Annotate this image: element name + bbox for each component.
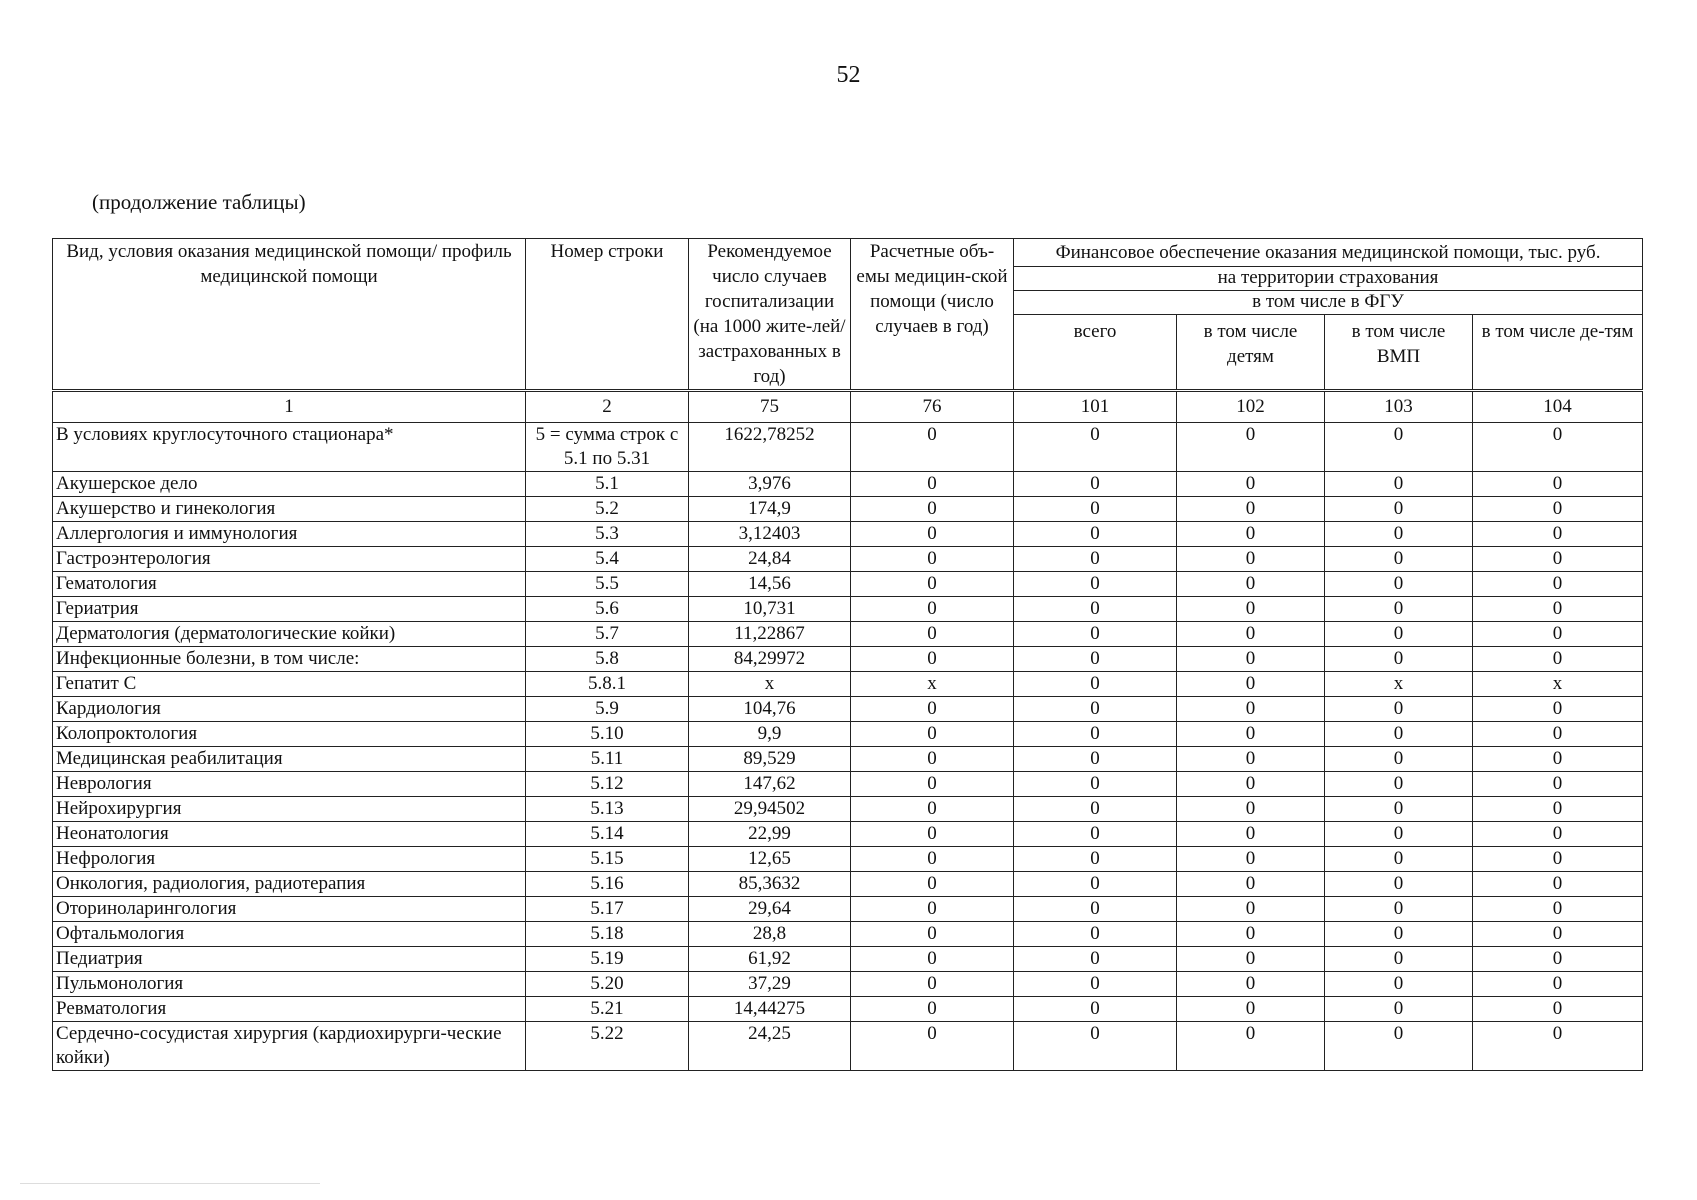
row-number-cell: 5.2	[526, 497, 689, 522]
table-row	[53, 922, 1643, 947]
row-number-cell: 5.21	[526, 997, 689, 1022]
value-cell: 0	[1177, 997, 1325, 1022]
column-number-cell: 1	[53, 391, 526, 423]
value-cell: x	[689, 672, 851, 697]
value-cell: 0	[851, 722, 1014, 747]
value-cell: 0	[851, 423, 1014, 472]
row-number-cell: 5.22	[526, 1022, 689, 1071]
row-number-cell: 5.19	[526, 947, 689, 972]
value-cell: 0	[1473, 972, 1643, 997]
row-number-cell: 5.18	[526, 922, 689, 947]
profile-name-cell: Педиатрия	[53, 947, 526, 972]
value-cell: 0	[1177, 1022, 1325, 1071]
header-financing: Финансовое обеспечение оказания медицинской помощи, тыс. руб.	[1014, 239, 1643, 267]
value-cell: 0	[851, 622, 1014, 647]
row-number-cell: 5.8	[526, 647, 689, 672]
header-total: всего	[1014, 315, 1177, 391]
value-cell: 0	[1325, 497, 1473, 522]
value-cell: 0	[1325, 897, 1473, 922]
value-cell: 0	[1473, 922, 1643, 947]
profile-name-cell: Акушерское дело	[53, 472, 526, 497]
value-cell: 0	[1014, 947, 1177, 972]
value-cell: 29,94502	[689, 797, 851, 822]
row-number-cell: 5.11	[526, 747, 689, 772]
table-row	[53, 972, 1643, 997]
value-cell: 0	[851, 922, 1014, 947]
value-cell: 0	[851, 947, 1014, 972]
value-cell: 11,22867	[689, 622, 851, 647]
value-cell: 0	[1325, 697, 1473, 722]
value-cell: 0	[1014, 797, 1177, 822]
value-cell: 0	[1014, 423, 1177, 472]
profile-name-cell: Аллергология и иммунология	[53, 522, 526, 547]
value-cell: 0	[851, 872, 1014, 897]
value-cell: x	[851, 672, 1014, 697]
profile-name-cell: Офтальмология	[53, 922, 526, 947]
value-cell: x	[1325, 672, 1473, 697]
profile-name-cell: Кардиология	[53, 697, 526, 722]
column-number-cell: 2	[526, 391, 689, 423]
header-territory: на территории страхования	[1014, 267, 1643, 291]
value-cell: 0	[1325, 722, 1473, 747]
table-row	[53, 522, 1643, 547]
row-number-cell: 5.20	[526, 972, 689, 997]
profile-name-cell: Инфекционные болезни, в том числе:	[53, 647, 526, 672]
value-cell: 0	[1177, 922, 1325, 947]
table-row	[53, 423, 1643, 472]
row-number-cell: 5.1	[526, 472, 689, 497]
value-cell: 0	[1177, 597, 1325, 622]
value-cell: 0	[1325, 772, 1473, 797]
header-estimated-volume: Расчетные объ-емы медицин-ской помощи (число случаев в год)	[851, 239, 1014, 391]
table-row	[53, 997, 1643, 1022]
row-number-cell: 5.4	[526, 547, 689, 572]
value-cell: 174,9	[689, 497, 851, 522]
value-cell: 0	[1473, 547, 1643, 572]
value-cell: 0	[1014, 497, 1177, 522]
value-cell: 0	[1325, 972, 1473, 997]
value-cell: 0	[1014, 972, 1177, 997]
row-number-cell: 5.13	[526, 797, 689, 822]
value-cell: 10,731	[689, 597, 851, 622]
value-cell: 84,29972	[689, 647, 851, 672]
value-cell: 0	[851, 572, 1014, 597]
value-cell: 0	[851, 772, 1014, 797]
profile-name-cell: Колопроктология	[53, 722, 526, 747]
value-cell: 0	[851, 797, 1014, 822]
row-number-cell: 5.17	[526, 897, 689, 922]
value-cell: 0	[851, 472, 1014, 497]
profile-name-cell: Гастроэнтерология	[53, 547, 526, 572]
value-cell: 0	[1014, 897, 1177, 922]
value-cell: 0	[1177, 722, 1325, 747]
value-cell: 0	[1325, 622, 1473, 647]
value-cell: 14,56	[689, 572, 851, 597]
value-cell: 0	[1325, 872, 1473, 897]
value-cell: 0	[1177, 747, 1325, 772]
value-cell: 0	[1473, 797, 1643, 822]
value-cell: 0	[1014, 622, 1177, 647]
value-cell: 0	[1177, 797, 1325, 822]
value-cell: 0	[1177, 497, 1325, 522]
value-cell: 0	[851, 972, 1014, 997]
value-cell: 0	[1177, 572, 1325, 597]
value-cell: 0	[1473, 847, 1643, 872]
value-cell: 0	[1473, 472, 1643, 497]
header-children: в том числе детям	[1177, 315, 1325, 391]
header-row-number: Номер строки	[526, 239, 689, 391]
value-cell: 0	[1325, 922, 1473, 947]
value-cell: 0	[1177, 972, 1325, 997]
profile-name-cell: Онкология, радиология, радиотерапия	[53, 872, 526, 897]
row-number-cell: 5.7	[526, 622, 689, 647]
table-row	[53, 947, 1643, 972]
value-cell: 0	[1014, 847, 1177, 872]
continuation-note: (продолжение таблицы)	[92, 190, 306, 214]
value-cell: 0	[1325, 1022, 1473, 1071]
value-cell: 0	[1325, 423, 1473, 472]
table-row	[53, 722, 1643, 747]
value-cell: 0	[1473, 872, 1643, 897]
profile-name-cell: Дерматология (дерматологические койки)	[53, 622, 526, 647]
table-row	[53, 597, 1643, 622]
value-cell: 89,529	[689, 747, 851, 772]
value-cell: x	[1473, 672, 1643, 697]
value-cell: 0	[1014, 1022, 1177, 1071]
value-cell: 0	[1014, 647, 1177, 672]
value-cell: 0	[1325, 472, 1473, 497]
profile-name-cell: Неонатология	[53, 822, 526, 847]
value-cell: 0	[1325, 947, 1473, 972]
value-cell: 0	[1177, 872, 1325, 897]
value-cell: 0	[1325, 997, 1473, 1022]
value-cell: 0	[1325, 647, 1473, 672]
value-cell: 0	[1014, 472, 1177, 497]
column-number-cell: 101	[1014, 391, 1177, 423]
table-row	[53, 547, 1643, 572]
value-cell: 0	[1177, 672, 1325, 697]
value-cell: 0	[1325, 797, 1473, 822]
profile-name-cell: Сердечно-сосудистая хирургия (кардиохирурги-ческие койки)	[53, 1022, 526, 1071]
value-cell: 147,62	[689, 772, 851, 797]
value-cell: 0	[851, 847, 1014, 872]
value-cell: 0	[1177, 847, 1325, 872]
value-cell: 0	[1177, 423, 1325, 472]
row-number-cell: 5.12	[526, 772, 689, 797]
value-cell: 0	[851, 1022, 1014, 1071]
value-cell: 0	[1473, 522, 1643, 547]
value-cell: 0	[1177, 647, 1325, 672]
value-cell: 0	[1014, 997, 1177, 1022]
profile-name-cell: Неврология	[53, 772, 526, 797]
table-row	[53, 497, 1643, 522]
value-cell: 37,29	[689, 972, 851, 997]
row-number-cell: 5.8.1	[526, 672, 689, 697]
value-cell: 0	[1325, 547, 1473, 572]
value-cell: 0	[1473, 897, 1643, 922]
profile-name-cell: Пульмонология	[53, 972, 526, 997]
value-cell: 0	[1014, 572, 1177, 597]
value-cell: 0	[1177, 472, 1325, 497]
profile-name-cell: Ревматология	[53, 997, 526, 1022]
value-cell: 0	[851, 597, 1014, 622]
value-cell: 24,25	[689, 1022, 851, 1071]
value-cell: 0	[1473, 423, 1643, 472]
table-row	[53, 847, 1643, 872]
profile-name-cell: Гематология	[53, 572, 526, 597]
header-vmp: в том числе ВМП	[1325, 315, 1473, 391]
financing-table	[52, 238, 1643, 1071]
table-row	[53, 872, 1643, 897]
value-cell: 0	[1325, 572, 1473, 597]
column-numbers-row	[53, 391, 1643, 423]
row-number-cell: 5.16	[526, 872, 689, 897]
row-number-cell: 5.3	[526, 522, 689, 547]
value-cell: 0	[1473, 822, 1643, 847]
value-cell: 29,64	[689, 897, 851, 922]
value-cell: 3,976	[689, 472, 851, 497]
table-row	[53, 822, 1643, 847]
value-cell: 85,3632	[689, 872, 851, 897]
value-cell: 14,44275	[689, 997, 851, 1022]
profile-name-cell: Гепатит С	[53, 672, 526, 697]
table-row	[53, 697, 1643, 722]
value-cell: 0	[1177, 822, 1325, 847]
value-cell: 12,65	[689, 847, 851, 872]
value-cell: 0	[1014, 672, 1177, 697]
value-cell: 0	[1325, 822, 1473, 847]
value-cell: 0	[851, 497, 1014, 522]
value-cell: 0	[1014, 872, 1177, 897]
value-cell: 0	[851, 697, 1014, 722]
value-cell: 0	[851, 547, 1014, 572]
row-number-cell: 5 = сумма строк с 5.1 по 5.31	[526, 423, 689, 472]
column-number-cell: 103	[1325, 391, 1473, 423]
value-cell: 0	[1177, 697, 1325, 722]
row-number-cell: 5.9	[526, 697, 689, 722]
header-children-2: в том числе де-тям	[1473, 315, 1643, 391]
header-fgu: в том числе в ФГУ	[1014, 291, 1643, 315]
table-row	[53, 1022, 1643, 1071]
value-cell: 0	[1325, 847, 1473, 872]
value-cell: 0	[1177, 622, 1325, 647]
value-cell: 0	[1473, 497, 1643, 522]
value-cell: 0	[1473, 947, 1643, 972]
value-cell: 0	[1325, 522, 1473, 547]
table-row	[53, 622, 1643, 647]
value-cell: 0	[851, 822, 1014, 847]
value-cell: 0	[1177, 947, 1325, 972]
value-cell: 0	[1473, 772, 1643, 797]
value-cell: 0	[1014, 722, 1177, 747]
column-number-cell: 75	[689, 391, 851, 423]
column-number-cell: 102	[1177, 391, 1325, 423]
value-cell: 0	[1014, 597, 1177, 622]
table-row	[53, 672, 1643, 697]
value-cell: 0	[1177, 897, 1325, 922]
profile-name-cell: Нефрология	[53, 847, 526, 872]
value-cell: 0	[851, 997, 1014, 1022]
value-cell: 0	[1014, 547, 1177, 572]
header-profile: Вид, условия оказания медицинской помощи/ профиль медицинской помощи	[53, 239, 526, 391]
value-cell: 24,84	[689, 547, 851, 572]
row-number-cell: 5.14	[526, 822, 689, 847]
profile-name-cell: Оториноларингология	[53, 897, 526, 922]
value-cell: 0	[1177, 772, 1325, 797]
value-cell: 0	[851, 897, 1014, 922]
row-number-cell: 5.6	[526, 597, 689, 622]
table-row	[53, 572, 1643, 597]
header-recommended-cases: Рекомендуемое число случаев госпитализации (на 1000 жите-лей/ застрахованных в год)	[689, 239, 851, 391]
value-cell: 0	[1014, 522, 1177, 547]
profile-name-cell: Медицинская реабилитация	[53, 747, 526, 772]
value-cell: 0	[1177, 522, 1325, 547]
row-number-cell: 5.15	[526, 847, 689, 872]
value-cell: 0	[1473, 997, 1643, 1022]
profile-name-cell: В условиях круглосуточного стационара*	[53, 423, 526, 472]
value-cell: 0	[1325, 597, 1473, 622]
value-cell: 0	[1473, 722, 1643, 747]
table-row	[53, 747, 1643, 772]
value-cell: 0	[1014, 747, 1177, 772]
column-number-cell: 104	[1473, 391, 1643, 423]
table-row	[53, 772, 1643, 797]
value-cell: 0	[1014, 922, 1177, 947]
page-number: 52	[836, 62, 861, 88]
value-cell: 0	[851, 522, 1014, 547]
value-cell: 0	[1473, 597, 1643, 622]
value-cell: 0	[851, 647, 1014, 672]
profile-name-cell: Нейрохирургия	[53, 797, 526, 822]
row-number-cell: 5.5	[526, 572, 689, 597]
value-cell: 104,76	[689, 697, 851, 722]
value-cell: 0	[1473, 572, 1643, 597]
value-cell: 9,9	[689, 722, 851, 747]
value-cell: 0	[1014, 772, 1177, 797]
value-cell: 0	[1014, 822, 1177, 847]
table-row	[53, 647, 1643, 672]
value-cell: 0	[1014, 697, 1177, 722]
value-cell: 0	[1473, 647, 1643, 672]
row-number-cell: 5.10	[526, 722, 689, 747]
value-cell: 0	[1325, 747, 1473, 772]
profile-name-cell: Акушерство и гинекология	[53, 497, 526, 522]
column-number-cell: 76	[851, 391, 1014, 423]
value-cell: 22,99	[689, 822, 851, 847]
table-row	[53, 472, 1643, 497]
profile-name-cell: Гериатрия	[53, 597, 526, 622]
scan-artifact	[20, 1183, 320, 1184]
value-cell: 0	[1473, 747, 1643, 772]
table-row	[53, 897, 1643, 922]
value-cell: 0	[851, 747, 1014, 772]
table-row	[53, 797, 1643, 822]
table-body	[53, 423, 1643, 1071]
value-cell: 0	[1473, 1022, 1643, 1071]
value-cell: 3,12403	[689, 522, 851, 547]
value-cell: 1622,78252	[689, 423, 851, 472]
value-cell: 0	[1473, 622, 1643, 647]
value-cell: 28,8	[689, 922, 851, 947]
value-cell: 61,92	[689, 947, 851, 972]
value-cell: 0	[1177, 547, 1325, 572]
table-header	[53, 239, 1643, 423]
value-cell: 0	[1473, 697, 1643, 722]
